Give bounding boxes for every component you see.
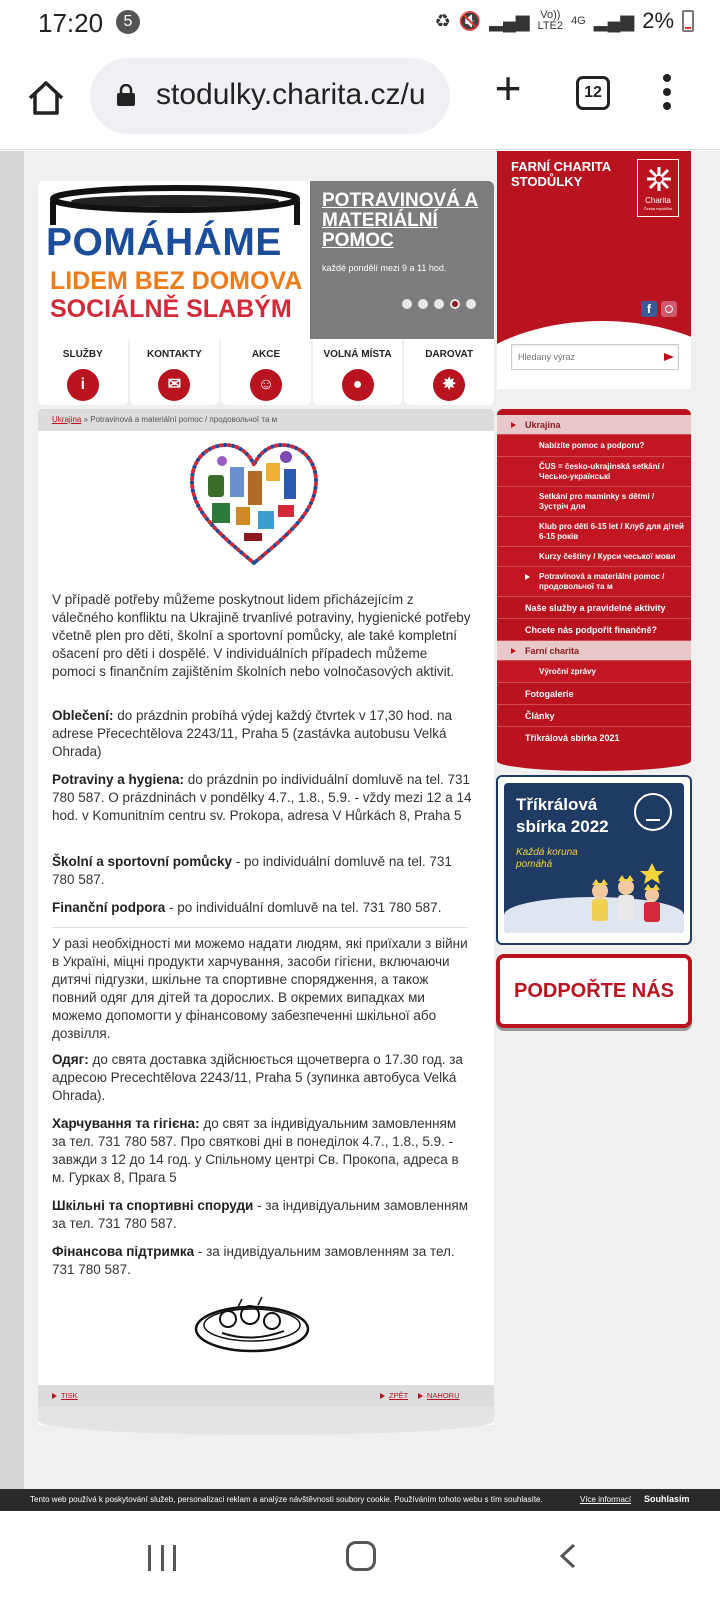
side-menu-item-ukrajina[interactable]: Ukrajina: [497, 415, 691, 435]
cookie-more-info-link[interactable]: Více informací: [580, 1495, 632, 1504]
charita-cross-icon: ✸: [433, 369, 465, 401]
sbirka-badge-icon: [634, 793, 672, 831]
ua-finance-paragraph: Фінансова підтримка - за індивідуальним замовленням за тел. 731 780 587.: [52, 1244, 455, 1277]
network-type: 4G: [571, 14, 586, 27]
arrow-right-icon: [511, 648, 516, 654]
arrow-right-icon: [380, 1393, 385, 1399]
main-content: [38, 409, 494, 1425]
cookie-text: Tento web používá k poskytování služeb, personalizaci reklam a analýze návštěvnosti soubory cookie. Používáním tohoto webu s tím souhlasíte.: [30, 1495, 543, 1504]
cz-intro-paragraph: V případě potřeby můžeme poskytnout lidem přicházejícím z válečného konfliktu na Ukrajině trvanlivé potraviny, hygienické potřeby včetně plen pro děti, školní a sportovní pomůcky, ale také kompletní ošacení pro děti i dospělé. V individuálních případech můžeme pomoci s finančním zajištěním školních nebo volnočasových aktivit.: [52, 592, 471, 679]
side-menu-item-nabizite-pomoc[interactable]: Nabízíte pomoc a podporu?: [497, 435, 691, 457]
side-menu: [497, 409, 691, 761]
lock-icon: [116, 84, 136, 106]
ua-school-paragraph: Шкільні та спортивні споруди - за індивідуальним замовленням за тел. 731 780 587.: [52, 1198, 468, 1231]
support-us-button[interactable]: PODPOŘTE NÁS: [496, 954, 692, 1028]
address-bar[interactable]: [90, 58, 450, 134]
person-icon: ●: [342, 369, 374, 401]
notification-badge: 5: [116, 10, 140, 34]
cz-food-paragraph: Potraviny a hygiena: do prázdnin po individuální domluvě na tel. 731 780 587. O prázdninách v pondělky 4.7., 1.8., 5.9. - vždy mezi 12 a 14 hod. v Komunitním centru sv. Prokopa, adresa V Hůrkách 8, Praha 5: [52, 772, 472, 823]
search-input[interactable]: [518, 345, 658, 369]
side-menu-item-kurzy-cestiny[interactable]: Kurzy češtiny / Курси чеської мови: [497, 547, 691, 567]
main-nav: [38, 339, 494, 405]
banner-line-3: SOCIÁLNĚ SLABÝM: [50, 295, 292, 323]
arrow-right-icon: [418, 1393, 423, 1399]
hero-slider[interactable]: [38, 181, 494, 339]
breadcrumb-current: » Potravinová a materiální pomoc / продовольчої та м: [81, 415, 278, 424]
side-menu-item-cus[interactable]: ČUS = česko-ukrajinská setkání / Чесько-українські: [497, 457, 691, 487]
system-home-button[interactable]: [346, 1541, 376, 1571]
three-kings-illustration: [582, 861, 674, 927]
signal-icon: ▂▄▆: [489, 10, 530, 31]
web-page: [0, 151, 720, 1489]
arrow-right-icon: [511, 422, 516, 428]
side-menu-item-fotogalerie[interactable]: Fotogalerie: [497, 683, 691, 705]
volte-indicator: Vo)) LTE2: [537, 9, 564, 32]
slide-subtitle: každé pondělí mezi 9 a 11 hod.: [322, 263, 447, 273]
side-menu-item-vyrocni-zpravy[interactable]: Výroční zprávy: [497, 661, 691, 683]
cz-clothes-paragraph: Oblečení: do prázdnin probíhá výdej každý čtvrtek v 17,30 hod. na adrese Přecechtělova 2243/11, Praha 5 (zastávka autobusu Velká Ohrada): [52, 708, 452, 759]
logo-subtext: Česká republika: [643, 206, 673, 211]
site-search[interactable]: [511, 344, 679, 370]
side-menu-item-podporit-financne[interactable]: Chcete nás podpořit finančně?: [497, 619, 691, 641]
nav-item-akce[interactable]: AKCE ☺: [221, 339, 311, 405]
side-menu-item-trikralova-sbirka[interactable]: Tříkrálová sbírka 2021: [525, 733, 620, 743]
side-menu-item-setkani-maminky[interactable]: Setkání pro maminky s dětmi / Зустріч для: [497, 487, 691, 517]
heart-clothes-illustration: [188, 441, 320, 569]
browser-toolbar: [0, 46, 720, 150]
food-sketch-illustration: [192, 1295, 312, 1355]
home-icon: [24, 76, 68, 120]
info-icon: i: [67, 369, 99, 401]
search-arrow-icon[interactable]: [664, 353, 674, 361]
arrow-right-icon: [52, 1393, 57, 1399]
banner-line-2: LIDEM BEZ DOMOVA: [50, 267, 303, 295]
new-tab-button[interactable]: +: [494, 62, 522, 114]
recycle-icon: ♻: [434, 10, 451, 31]
side-menu-item-potravinova-pomoc[interactable]: Potravinová a materiální pomoc / продовольчої та м: [497, 567, 691, 597]
instagram-icon[interactable]: [661, 301, 677, 317]
logo-text: Charita: [645, 196, 671, 205]
nav-item-sluzby[interactable]: SLUŽBY i: [38, 339, 128, 405]
back-link[interactable]: ZPĚT: [380, 1391, 408, 1400]
side-menu-item-clanky[interactable]: Články: [497, 705, 691, 727]
top-link[interactable]: NAHORU: [418, 1391, 460, 1400]
system-back-button[interactable]: [556, 1543, 582, 1569]
cz-finance-paragraph: Finanční podpora - po individuální domluvě na tel. 731 780 587.: [52, 900, 442, 915]
side-menu-item-farni-charita[interactable]: Farní charita: [497, 641, 691, 661]
battery-icon: [682, 10, 694, 32]
charita-cross-logo-icon: [646, 166, 672, 192]
content-footer: [38, 1385, 494, 1407]
recent-apps-button[interactable]: [148, 1545, 176, 1571]
nav-item-kontakty[interactable]: KONTAKTY ✉: [130, 339, 220, 405]
arrow-right-icon: [525, 574, 530, 580]
language-divider: [52, 927, 468, 928]
clock: 17:20: [38, 8, 104, 38]
ua-intro-paragraph: У разі необхідності ми можемо надати людям, які приїхали з війни в Україні, міцні продукти харчування, засоби гігієни, включаючи дитячі підгузки, шкільне та спортивне спорядження, а також повний одяг для дітей та дорослих. В окремих випадках ми можемо допомогти у фінансовому забезпеченні шкільної або дозвілля.: [52, 936, 468, 1041]
nav-item-volna-mista[interactable]: VOLNÁ MÍSTA ●: [313, 339, 403, 405]
org-name[interactable]: FARNÍ CHARITA STODŮLKY: [511, 159, 611, 189]
slider-dot[interactable]: [418, 299, 428, 309]
breadcrumb: [38, 409, 494, 431]
banner-line-1: POMÁHÁME: [46, 221, 282, 264]
cz-school-paragraph: Školní a sportovní pomůcky - po individuální domluvě na tel. 731 780 587.: [52, 854, 452, 887]
cookie-consent-bar: [0, 1489, 720, 1511]
slider-dots: [402, 299, 476, 309]
promo-title-line-2: sbírka 2022: [516, 817, 609, 836]
slide-title[interactable]: POTRAVINOVÁ A MATERIÁLNÍ POMOC: [322, 190, 479, 251]
slider-dot[interactable]: [402, 299, 412, 309]
nav-item-darovat[interactable]: DAROVAT ✸: [404, 339, 494, 405]
overflow-menu-button[interactable]: [660, 74, 674, 114]
trikralova-promo-banner[interactable]: [496, 775, 692, 945]
ua-clothes-paragraph: Одяг: до свята доставка здійснюється щочетверга о 17.30 год. за адресою Precechtělova 2243/11, Praha 5 (зупинка автобуса Velká Ohrada).: [52, 1052, 463, 1103]
system-navigation-bar: [0, 1511, 720, 1600]
home-button[interactable]: [24, 76, 68, 120]
promo-subtitle: Každá koruna pomáhá: [516, 847, 578, 870]
battery-percent: 2%: [642, 8, 674, 33]
tab-switcher-button[interactable]: 12: [576, 76, 610, 110]
side-menu-item-klub-deti[interactable]: Klub pro děti 6-15 let / Клуб для дітей 6-15 років: [497, 517, 691, 547]
side-menu-item-nase-sluzby[interactable]: Naše služby a pravidelné aktivity: [497, 597, 691, 619]
masks-icon: ☺: [250, 369, 282, 401]
cookie-accept-button[interactable]: Souhlasím: [644, 1494, 690, 1504]
slider-dot[interactable]: [434, 299, 444, 309]
breadcrumb-link-ukrajina[interactable]: Ukrajina: [52, 415, 82, 424]
charita-logo[interactable]: [637, 159, 679, 217]
ua-food-paragraph: Харчування та гігієна: до свят за індивідуальним замовленням за тел. 731 780 587. Про святкові дні в понеділок 4.7., 1.8., 5.9. - завжди з 12 до 14 год. у Спільному центрі Св. Прокопа, адреса в м. Гурках 8, Прага 5: [52, 1116, 459, 1185]
status-bar: [0, 0, 720, 46]
status-icons: [435, 8, 694, 34]
print-link[interactable]: TISK: [52, 1391, 78, 1400]
slide-banner-image: [38, 181, 310, 339]
facebook-icon[interactable]: f: [641, 301, 657, 317]
signal-icon-2: ▂▄▆: [593, 10, 635, 31]
slide-caption[interactable]: [310, 181, 494, 339]
slider-dot-active[interactable]: [450, 299, 460, 309]
mail-icon: ✉: [158, 369, 190, 401]
slider-dot[interactable]: [466, 299, 476, 309]
mute-icon: 🔇: [458, 10, 482, 31]
url-text[interactable]: stodulky.charita.cz/u: [156, 78, 426, 111]
promo-title-line-1: Tříkrálová: [516, 795, 598, 814]
